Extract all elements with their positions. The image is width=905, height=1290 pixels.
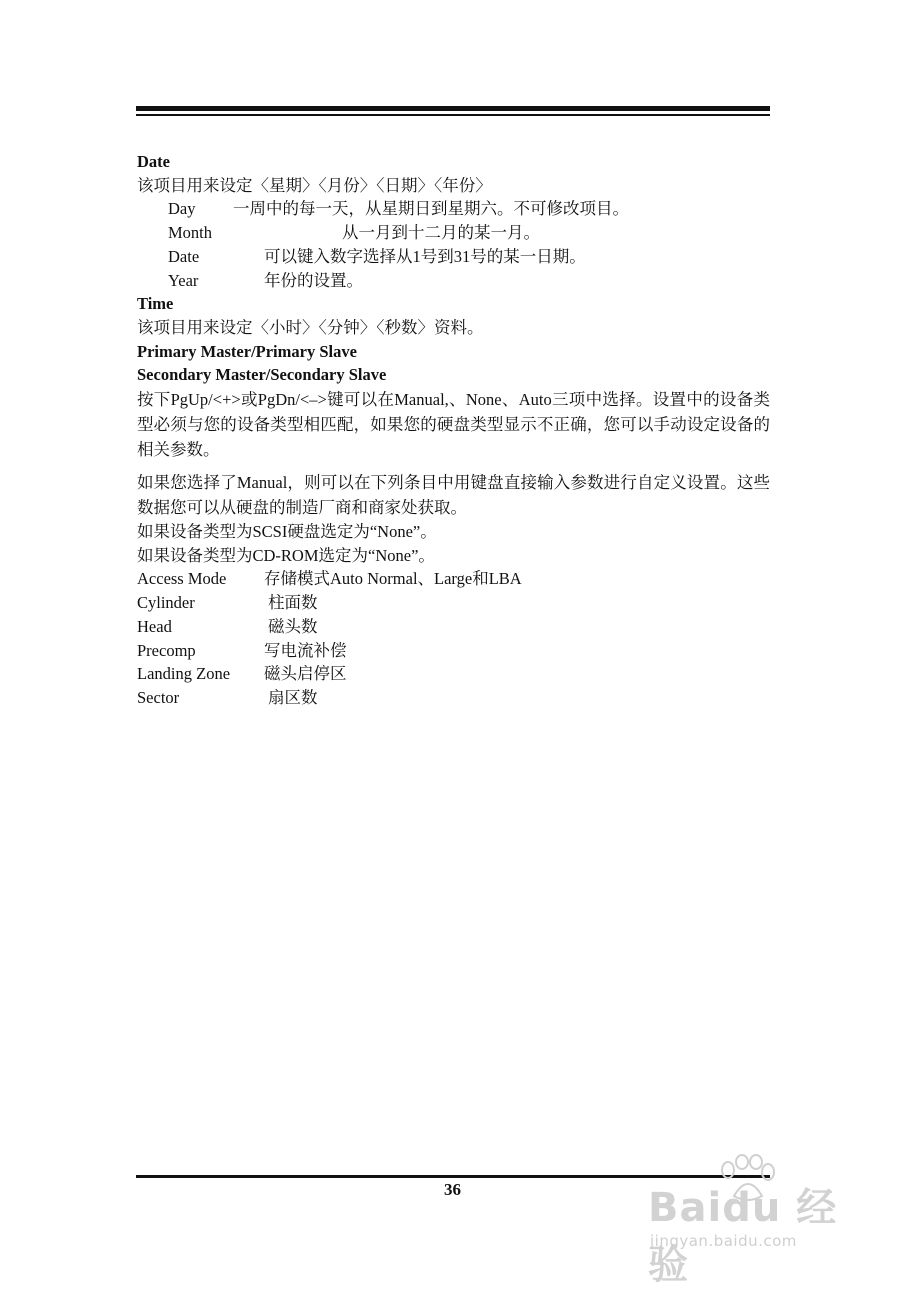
date-item-date <box>137 245 770 269</box>
param-term: Precomp <box>137 640 196 660</box>
manual-setting-paragraph: 如果您选择了Manual，则可以在下列条目中用键盘直接输入参数进行自定义设置。这些数据您可以从硬盘的制造厂商和商家处获取。 <box>137 473 770 518</box>
param-landing-zone <box>137 662 770 686</box>
date-item-day <box>137 197 770 221</box>
date-item-term: Month <box>168 223 213 243</box>
date-item-desc: 从一月到十二月的某一月。 <box>342 223 540 243</box>
scsi-note: 如果设备类型为SCSI硬盘选定为“None”。 <box>137 522 437 542</box>
watermark-url: jingyan.baidu.com <box>650 1232 797 1250</box>
param-term: Cylinder <box>137 593 195 613</box>
param-desc: 磁头数 <box>268 616 318 636</box>
date-item-term: Day <box>168 199 196 219</box>
date-item-desc: 年份的设置。 <box>264 270 363 290</box>
param-term: Head <box>137 616 172 636</box>
date-item-desc: 可以键入数字选择从1号到31号的某一日期。 <box>264 246 586 266</box>
param-precomp <box>137 639 770 663</box>
param-term: Access Mode <box>137 569 227 589</box>
date-item-term: Date <box>168 246 200 266</box>
date-intro: 该项目用来设定〈星期〉〈月份〉〈日期〉〈年份〉 <box>137 175 492 195</box>
cdrom-note: 如果设备类型为CD-ROM选定为“None”。 <box>137 545 435 565</box>
time-intro: 该项目用来设定〈小时〉〈分钟〉〈秒数〉资料。 <box>137 317 484 337</box>
date-item-term: Year <box>168 270 199 290</box>
watermark-brand: Baidu 经验 <box>648 1185 838 1288</box>
param-desc: 磁头启停区 <box>264 664 347 684</box>
header-rule-thick <box>136 106 770 111</box>
param-desc: 扇区数 <box>268 687 318 707</box>
param-desc: 存储模式Auto Normal、Large和LBA <box>264 569 522 589</box>
param-desc: 柱面数 <box>268 593 318 613</box>
secondary-drive-heading: Secondary Master/Secondary Slave <box>137 365 387 385</box>
param-term: Landing Zone <box>137 664 231 684</box>
date-item-month <box>137 221 770 245</box>
date-heading: Date <box>137 152 170 171</box>
param-term: Sector <box>137 687 180 707</box>
param-desc: 写电流补偿 <box>264 640 347 660</box>
baidu-jingyan-watermark <box>636 1150 866 1288</box>
header-rule-thin <box>136 114 770 116</box>
time-heading: Time <box>137 294 174 314</box>
drive-type-paragraph: 按下PgUp/<+>或PgDn/<–>键可以在Manual,、None、Auto三项中选择。设置中的设备类型必须与您的设备类型相匹配，如果您的硬盘类型显示不正确，您可以手动设定设备的相关参数。 <box>137 390 770 460</box>
param-access-mode <box>137 567 770 591</box>
date-item-desc: 一周中的每一天，从星期日到星期六。不可修改项目。 <box>233 199 629 219</box>
param-cylinder <box>137 591 770 615</box>
page-number: 36 <box>444 1180 461 1199</box>
date-item-year <box>137 269 770 293</box>
page-content <box>137 150 770 710</box>
primary-drive-heading: Primary Master/Primary Slave <box>137 341 357 361</box>
param-head <box>137 615 770 639</box>
param-sector <box>137 686 770 710</box>
